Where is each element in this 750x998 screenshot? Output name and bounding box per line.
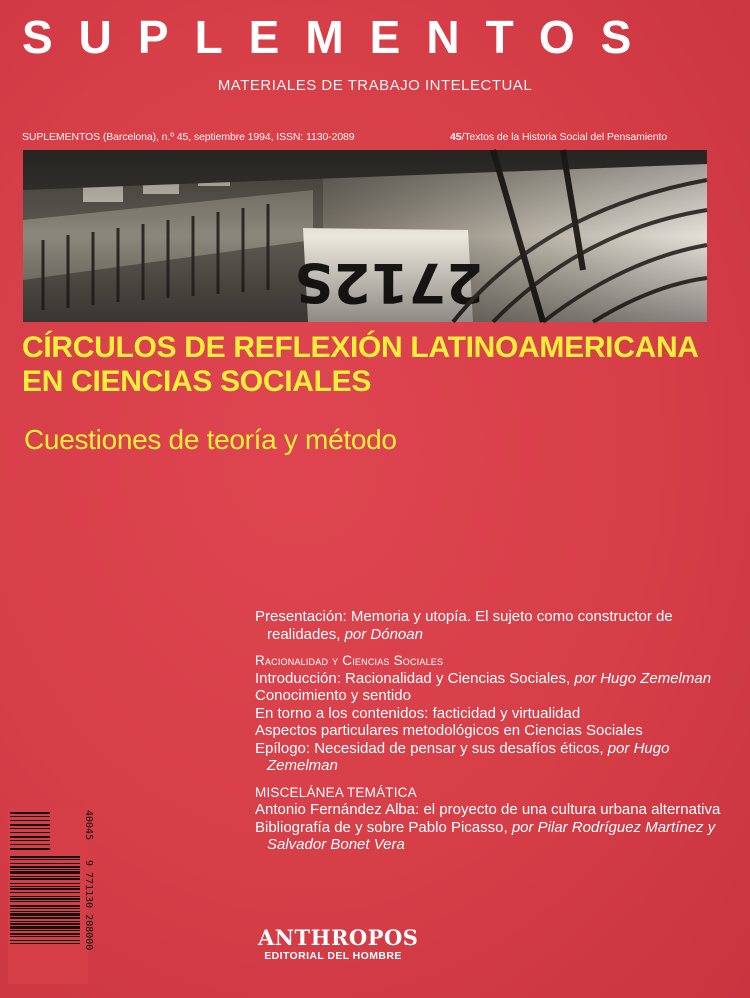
barcode-bar	[10, 871, 80, 874]
barcode-bar	[10, 930, 80, 931]
barcode-bar	[10, 911, 80, 912]
cover-photograph	[23, 150, 707, 322]
barcode-addon-bar	[10, 836, 50, 838]
barcode-digits: 9 771130 208000	[83, 860, 94, 951]
toc-entry-author: por Dónoan	[344, 625, 423, 643]
barcode-bar	[10, 892, 80, 893]
toc-entry-text: Epílogo: Necesidad de pensar y sus desafíos éticos,	[255, 739, 608, 757]
toc-entry-author: por Pilar Rodríguez Martínez y Salvador Bonet Vera	[267, 818, 716, 853]
barcode-addon-bar	[10, 848, 50, 850]
barcode-bar	[10, 933, 80, 935]
barcode	[8, 808, 94, 984]
toc-section-label: Racionalidad y Ciencias Sociales	[255, 653, 444, 668]
barcode-addon-bar	[10, 840, 50, 841]
barcode-bar	[10, 896, 80, 897]
barcode-addon-bar	[10, 812, 50, 814]
barcode-bar	[10, 898, 80, 900]
toc-entry-text: Bibliografía de y sobre Pablo Picasso,	[255, 818, 512, 836]
barcode-bar	[10, 901, 80, 902]
barcode-bar	[10, 936, 80, 937]
toc-entry-introduccion	[255, 670, 730, 688]
barcode-bar	[10, 883, 80, 884]
subtitle-title: Cuestiones de teoría y método	[24, 424, 397, 455]
barcode-addon-bar	[10, 816, 50, 817]
main-title-line-1: CÍRCULOS DE REFLEXIÓN LATINOAMERICANA	[22, 331, 699, 364]
series-info	[450, 131, 667, 143]
main-title-line-2: EN CIENCIAS SOCIALES	[22, 365, 372, 398]
barcode-bar	[10, 866, 80, 868]
toc-entry-author: por Hugo Zemelman	[574, 669, 712, 687]
toc-entry-alba: Antonio Fernández Alba: el proyecto de una cultura urbana alternativa	[255, 801, 721, 818]
barcode-bar	[10, 856, 80, 858]
barcode-addon-bar	[10, 832, 50, 833]
barcode-addon-bar	[10, 844, 50, 845]
barcode-bar	[10, 926, 80, 929]
toc-entry-picasso	[255, 819, 730, 854]
barcode-bar	[10, 886, 80, 887]
barcode-bar	[10, 888, 80, 890]
main-title	[22, 331, 732, 399]
toc-entry-aspectos: Aspectos particulares metodológicos en Ciencias Sociales	[255, 722, 643, 739]
barcode-addon-bar	[10, 824, 50, 826]
publisher-logo	[258, 925, 419, 962]
barcode-bar	[10, 869, 80, 870]
barcode-addon-bar	[10, 828, 50, 829]
masthead-title: SUPLEMENTOS	[22, 11, 658, 63]
toc-entry-epilogo	[255, 740, 730, 775]
series-name: /Textos de la Historia Social del Pensamiento	[461, 131, 668, 143]
publisher-name: ANTHROPOS	[258, 925, 419, 950]
barcode-addon: 40045	[83, 810, 94, 841]
barcode-bar	[10, 876, 80, 877]
toc-entry-conocimiento: Conocimiento y sentido	[255, 687, 411, 704]
toc-section-miscelanea: MISCELÁNEA TEMÁTICA	[255, 784, 417, 800]
barcode-bar	[10, 940, 80, 941]
barcode-bar	[10, 921, 80, 922]
barcode-bar	[10, 908, 80, 909]
barcode-bar	[10, 943, 80, 944]
series-number: 45	[450, 131, 462, 143]
barcode-bar	[10, 863, 80, 864]
barcode-bar	[10, 878, 80, 880]
toc-entry-presentacion	[255, 608, 730, 643]
toc-entry-author: por Hugo Zemelman	[267, 739, 670, 774]
publisher-subtitle: EDITORIAL DEL HOMBRE	[264, 950, 402, 962]
barcode-addon-bar	[10, 820, 50, 821]
toc-entry-en-torno: En torno a los contenidos: facticidad y virtualidad	[255, 704, 581, 722]
table-of-contents	[255, 608, 730, 854]
toc-section-racionalidad	[255, 652, 730, 670]
issue-info: SUPLEMENTOS (Barcelona), n.º 45, septiembre 1994, ISSN: 1130-2089	[22, 131, 355, 143]
barcode-bar	[10, 923, 80, 925]
masthead-subtitle: MATERIALES DE TRABAJO INTELECTUAL	[217, 77, 533, 94]
barcode-bar	[10, 905, 80, 907]
toc-entry-text: Presentación: Memoria y utopía. El sujeto como constructor de realidades,	[255, 608, 673, 643]
barcode-bar	[10, 859, 80, 860]
barcode-bar	[10, 913, 80, 916]
barcode-bar	[10, 917, 80, 919]
toc-entry-text: Introducción: Racionalidad y Ciencias Sociales,	[255, 669, 575, 687]
